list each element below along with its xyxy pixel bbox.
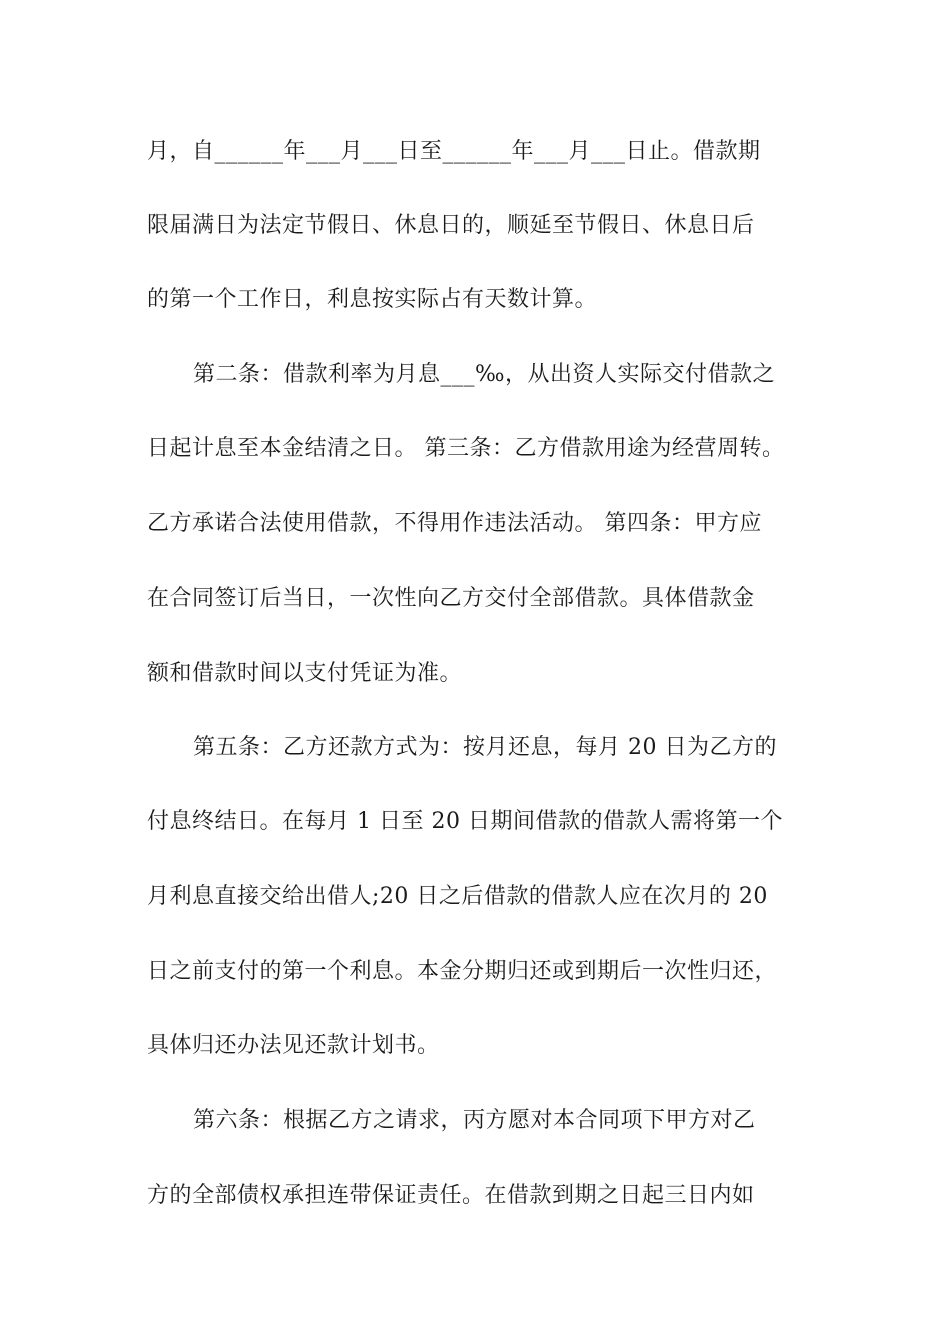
paragraph-start-line: 第二条：借款利率为月息___‰，从出资人实际交付借款之: [193, 362, 776, 387]
text-line: 额和借款时间以支付凭证为准。: [147, 661, 463, 686]
text-line: 方的全部债权承担连带保证责任。在借款到期之日起三日内如: [147, 1183, 755, 1208]
text-line: 具体归还办法见还款计划书。: [147, 1033, 440, 1058]
text-line: 的第一个工作日，利息按实际占有天数计算。: [147, 287, 598, 312]
text-line: 乙方承诺合法使用借款，不得用作违法活动。 第四条：甲方应: [147, 511, 762, 536]
text-line: 限届满日为法定节假日、休息日的，顺延至节假日、休息日后: [147, 213, 755, 238]
text-line: 月利息直接交给出借人;20 日之后借款的借款人应在次月的 20: [147, 884, 768, 909]
text-line: 在合同签订后当日，一次性向乙方交付全部借款。具体借款金: [147, 586, 755, 611]
text-line: 付息终结日。在每月 1 日至 20 日期间借款的借款人需将第一个: [147, 809, 783, 834]
paragraph-start-line: 第六条：根据乙方之请求，丙方愿对本合同项下甲方对乙: [193, 1108, 756, 1133]
text-line: 日起计息至本金结清之日。 第三条：乙方借款用途为经营周转。: [147, 436, 785, 461]
text-line: 月，自______年___月___日至______年___月___日止。借款期: [147, 139, 761, 164]
paragraph-start-line: 第五条：乙方还款方式为：按月还息，每月 20 日为乙方的: [193, 735, 777, 760]
text-line: 日之前支付的第一个利息。本金分期归还或到期后一次性归还，: [147, 959, 778, 984]
